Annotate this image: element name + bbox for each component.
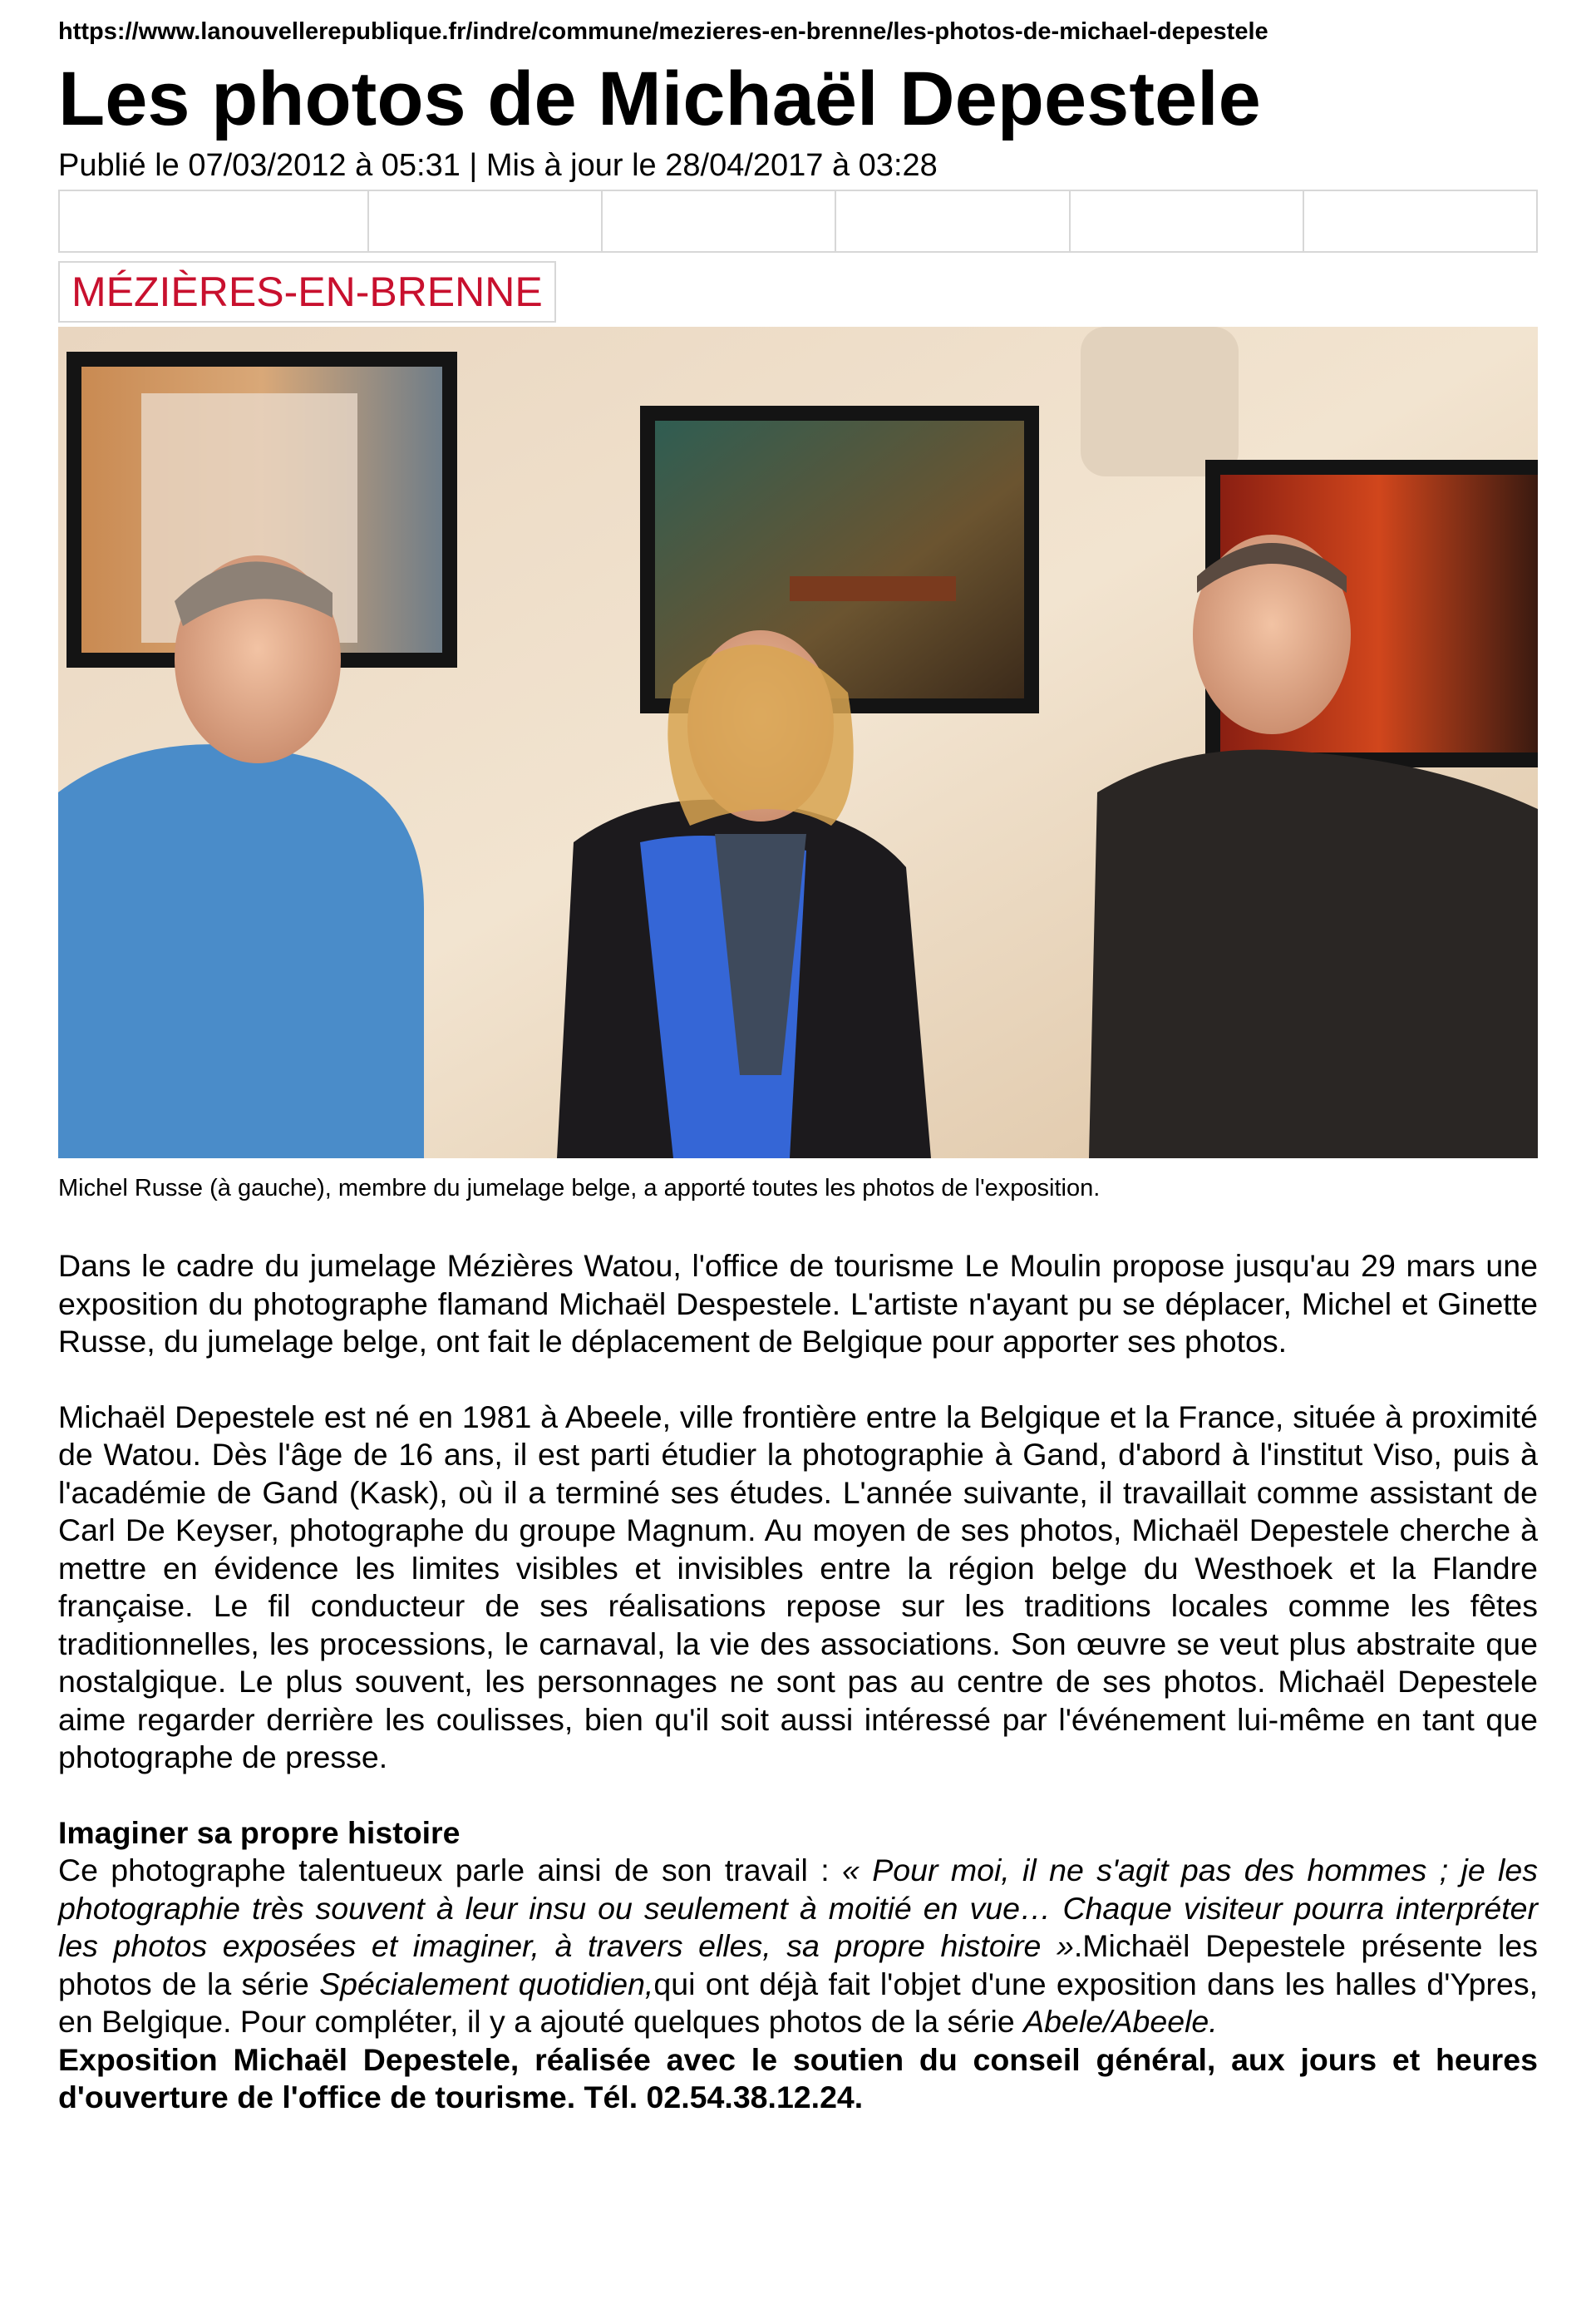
page-url[interactable]: https://www.lanouvellerepublique.fr/indre/commune/mezieres-en-brenne/les-photos-de-michael-depestele [58, 18, 1268, 45]
paragraph [58, 1852, 1538, 2041]
photo-caption: Michel Russe (à gauche), membre du jumelage belge, a apporté toutes les photos de l'exposition. [58, 1175, 1101, 1201]
series-title: Abele/Abeele. [1023, 2004, 1218, 2039]
paragraph-mid: .Michaël Depestele présente les photos de la série [58, 1928, 1538, 2001]
commune-tag[interactable]: MÉZIÈRES-EN-BRENNE [58, 261, 556, 323]
article-title: Les photos de Michaël Depestele [58, 57, 1261, 141]
publication-date: Publié le 07/03/2012 à 05:31 | Mis à jour le 28/04/2017 à 03:28 [58, 148, 938, 183]
share-slot[interactable] [1071, 191, 1304, 251]
section-subheading: Imaginer sa propre histoire [58, 1814, 461, 1850]
paragraph: Dans le cadre du jumelage Mézières Watou, l'office de tourisme Le Moulin propose jusqu'au 29 mars une exposition du photographe flamand Michaël Despestele. L'artiste n'ayant pu se déplacer, Michel et Ginette Russe, du jumelage belge, ont fait le déplacement de Belgique pour apporter ses photos. [58, 1248, 1538, 1359]
paragraph-intro: Ce photographe talentueux parle ainsi de son travail : [58, 1853, 843, 1887]
article-body [58, 1247, 1538, 2117]
share-slot[interactable] [603, 191, 836, 251]
paragraph: Michaël Depestele est né en 1981 à Abeele, ville frontière entre la Belgique et la France, située à proximité de Watou. Dès l'âge de 16 ans, il est parti étudier la photographie à Gand, d'abord à l'institut Viso, puis à l'académie de Gand (Kask), où il a terminé ses études. L'année suivante, il travaillait comme assistant de Carl De Keyser, photographe du groupe Magnum. Au moyen de ses photos, Michaël Depestele cherche à mettre en évidence les limites visibles et invisibles entre la région belge du Westhoek et la Flandre française. Le fil conducteur de ses réalisations repose sur les traditions locales comme les fêtes traditionnelles, les processions, le carnaval, la vie des associations. Son œuvre se veut plus abstraite que nostalgique. Le plus souvent, les personnages ne sont pas au centre de ses photos. Michaël Depestele aime regarder derrière les coulisses, bien qu'il soit aussi intéressé par l'événement lui-même en tant que photographe de presse. [58, 1399, 1538, 1774]
share-slot[interactable] [369, 191, 603, 251]
share-slot[interactable] [1304, 191, 1536, 251]
share-slot[interactable] [836, 191, 1070, 251]
series-title: Spécialement quotidien, [319, 1966, 654, 2001]
exhibition-info: Exposition Michaël Depestele, réalisée avec le soutien du conseil général, aux jours et heures d'ouverture de l'office de tourisme. Tél. 02.54.38.12.24. [58, 2041, 1538, 2114]
share-bar [58, 190, 1538, 253]
paragraph-continued: qui ont déjà fait l'objet d'une exposition dans les halles d'Ypres, en Belgique. Pour compléter, il y a ajouté quelques photos de la série [58, 1966, 1538, 2039]
share-slot[interactable] [60, 191, 369, 251]
article-photo [58, 327, 1538, 1158]
quote: « Pour moi, il ne s'agit pas des hommes ; je les photographie très souvent à leur insu ou seulement à moitié en vue… Chaque visiteur pourra interpréter les photos exposées et imaginer, à travers elles, sa propre histoire » [58, 1853, 1538, 1963]
